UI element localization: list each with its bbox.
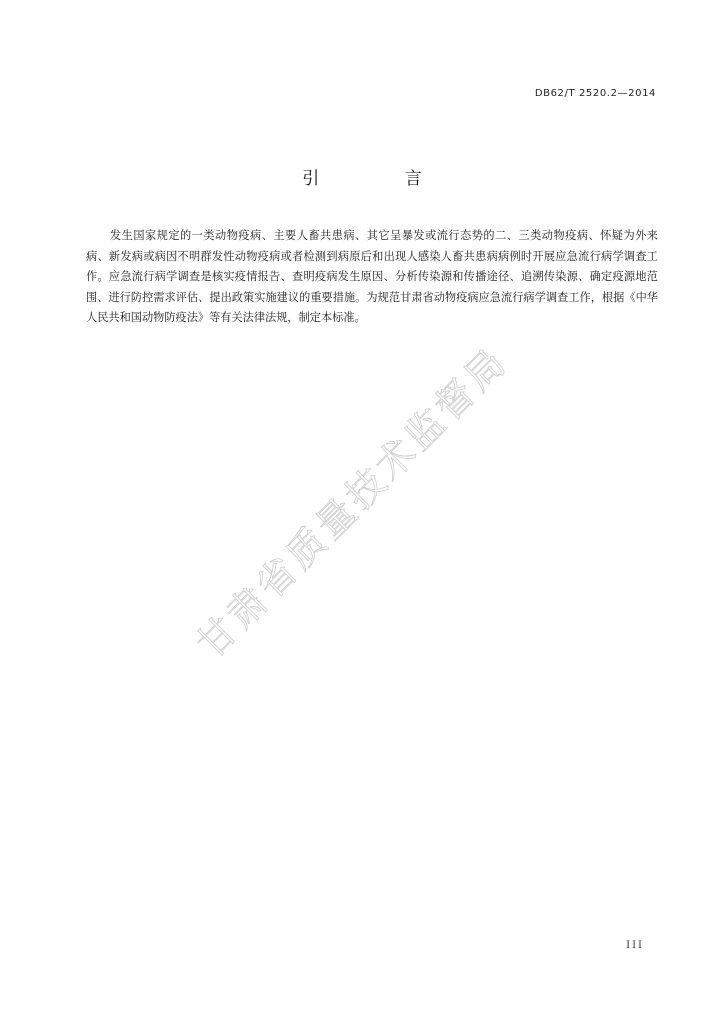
standard-code: DB62/T 2520.2—2014 <box>534 88 656 99</box>
body-paragraph: 发生国家规定的一类动物疫病、主要人畜共患病、其它呈暴发或流行态势的二、三类动物疫病、怀疑为外来病、新发病或病因不明群发性动物疫病或者检测到病原后和出现人感染人畜共患病病例时开展应急流行病学调查工作。应急流行病学调查是核实疫情报告、查明疫病发生原因、分析传染源和传播途径、追溯传染源、确定疫源地范围、进行防控需求评估、提出政策实施建议的重要措施。为规范甘肃省动物疫病应急流行病学调查工作，根据《中华人民共和国动物防疫法》等有关法律法规，制定本标准。 <box>86 229 658 324</box>
section-title: 引 言 <box>302 169 462 189</box>
watermark: 甘肃省质量技术监督局 <box>188 338 517 667</box>
page-number: III <box>626 940 644 951</box>
